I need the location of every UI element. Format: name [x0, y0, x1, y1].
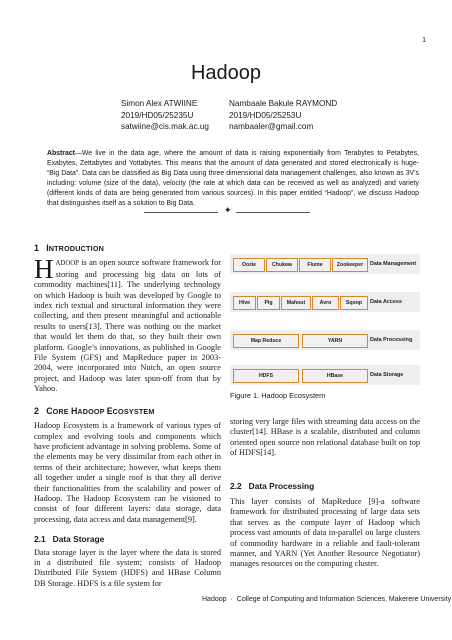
- figure-box-oozie: Oozie: [233, 258, 265, 272]
- author-email: satwiine@cis.mak.ac.ug: [121, 122, 209, 131]
- drop-cap: H: [34, 254, 54, 285]
- figure-box-hive: Hive: [233, 296, 256, 310]
- running-footer: [202, 596, 451, 603]
- subsection-number: 2.2: [230, 480, 242, 491]
- separator-ornament: ✦: [224, 205, 232, 215]
- footer-separator: ·: [230, 596, 233, 603]
- layer-label-access: Data Access: [370, 299, 402, 305]
- subsection-title: Data Processing: [248, 480, 315, 491]
- figure-caption: Figure 1. Hadoop Ecosystem: [230, 391, 326, 400]
- author-name: Simon Alex ATWIINE: [121, 99, 198, 108]
- page-number: 1: [422, 37, 426, 44]
- figure-box-hdfs: HDFS: [233, 369, 299, 383]
- section-title-rest: NTRODUCTION: [48, 244, 105, 253]
- section-title-initial: I: [46, 243, 49, 253]
- author-id: 2019/HD05/25253U: [229, 110, 302, 120]
- abstract-label: Abstract: [47, 150, 75, 157]
- figure-box-flume: Flume: [299, 258, 331, 272]
- subsection-heading-data-storage: [34, 534, 221, 544]
- figure-box-mahout: Mahout: [281, 296, 311, 310]
- section-title-rest: ORE: [52, 406, 71, 416]
- right-column: [230, 417, 420, 570]
- section-title-initial: H: [70, 405, 78, 416]
- paper-title: Hadoop: [190, 62, 262, 84]
- author-name: Nambaale Bakule RAYMOND: [229, 99, 338, 108]
- subsection-title: Data Storage: [52, 534, 105, 545]
- left-column: [34, 243, 221, 589]
- author-id: 2019/HD05/25235U: [121, 110, 194, 120]
- data-storage-paragraph: Data storage layer is the layer where the data is stored in a distributed file system; consists of Hadoop Distributed File System (HDFS) and HBase Column DB Storage. HDFS is a file system for: [34, 547, 221, 588]
- layer-label-processing: Data Processing: [370, 337, 413, 343]
- abstract-text: —We live in the data age, where the amount of data is raising exponentially from Terabytes to Petabytes, Exabytes, Zettabytes and Yottabytes. This means that the amount of data generated and stored electronically is huge- “Big Data”. Data can be classified as Big Data using three dimensional data management challenges, also known as 3V’s including: volume (size of the data), velocity (the rate at which data can be received as well as analyzed) and variety (different kinds of data are being generated from various sources). In this paper entitled “Hadoop”, we discuss Hadoop that distinguishes itself as a solution to Big Data.: [47, 150, 419, 207]
- separator-line-right: [236, 212, 310, 213]
- figure-box-pig: Pig: [257, 296, 280, 310]
- footer-affiliation: College of Computing and Information Sciences, Makerere University: [236, 596, 452, 603]
- data-storage-continued: storing very large files with streaming data access on the cluster[14]. HBase is a scalable, distributed and column oriented open source non relational database built on top of HDFS[14].: [230, 417, 420, 458]
- abstract: [47, 149, 419, 208]
- section-heading-core-ecosystem: [34, 406, 221, 417]
- author-email: nambaaler@gmail.com: [229, 122, 314, 131]
- figure-box-chukwa: Chukwa: [266, 258, 298, 272]
- section-title-initial: C: [46, 405, 53, 416]
- data-processing-paragraph: This layer consists of MapReduce [9]-a software framework for distributed processing of large data sets that serves as the compute layer of Hadoop which process vast amounts of data in-parallel on large clusters of commodity hardware in a reliable and fault-tolerant manner, and YARN (Yet Another Resource Negotiator) manages resources on the computing cluster.: [230, 497, 420, 569]
- separator-line-left: [144, 212, 218, 213]
- figure-box-zookeeper: Zookeeper: [332, 258, 368, 272]
- figure-box-avro: Avro: [312, 296, 339, 310]
- smallcaps-word: ADOOP: [55, 260, 79, 268]
- section-title-initial: E: [106, 405, 113, 416]
- figure-box-yarn: YARN: [302, 334, 368, 348]
- introduction-text: is an open source software framework for storing and processing big data on lots of commodity machines[11]. The underlying technology on which Hadoop is built was developed by Google to index rich textual and structural information they were collecting, and then present meaningful and actionable results to users[13]. There was nothing on the market that would let them do that, so they built their own platform. Google’s innovations, as published in Google File System (GFS) and MapReduce paper in 2003-2004, were incorporated into Nutch, an open source project, and Hadoop was later spun-off from that by Yahoo.: [34, 258, 221, 394]
- introduction-paragraph: [34, 254, 221, 394]
- section-title-rest: ADOOP: [77, 406, 107, 416]
- layer-label-storage: Data Storage: [370, 372, 404, 378]
- author-block-1: [121, 98, 209, 133]
- ecosystem-paragraph: Hadoop Ecosystem is a framework of various types of complex and evolving tools and components which have proficient advantage in solving problems. Some of the elements may be very dissimilar from each other in terms of their architecture; however, what keeps them all together under a single roof is that they all derive their functionalities from the scalability and power of Hadoop. The Hadoop Ecosystem can be visioned to consist of four different layers: data storage, data processing, data access and data management[9].: [34, 421, 221, 524]
- figure-box-sqoop: Sqoop: [340, 296, 368, 310]
- subsection-number: 2.1: [34, 534, 46, 545]
- section-heading-introduction: [34, 243, 221, 254]
- author-block-2: [229, 98, 337, 133]
- hadoop-ecosystem-figure: [230, 254, 422, 384]
- subsection-heading-data-processing: [230, 481, 420, 491]
- section-number: 2: [34, 405, 39, 416]
- section-title-rest: COSYSTEM: [112, 406, 155, 416]
- figure-box-mapreduce: Map Reduce: [233, 334, 299, 348]
- layer-label-management: Data Management: [370, 261, 417, 267]
- footer-short-title: Hadoop: [202, 596, 227, 603]
- figure-box-hbase: HBase: [302, 369, 368, 383]
- section-number: 1: [34, 243, 39, 253]
